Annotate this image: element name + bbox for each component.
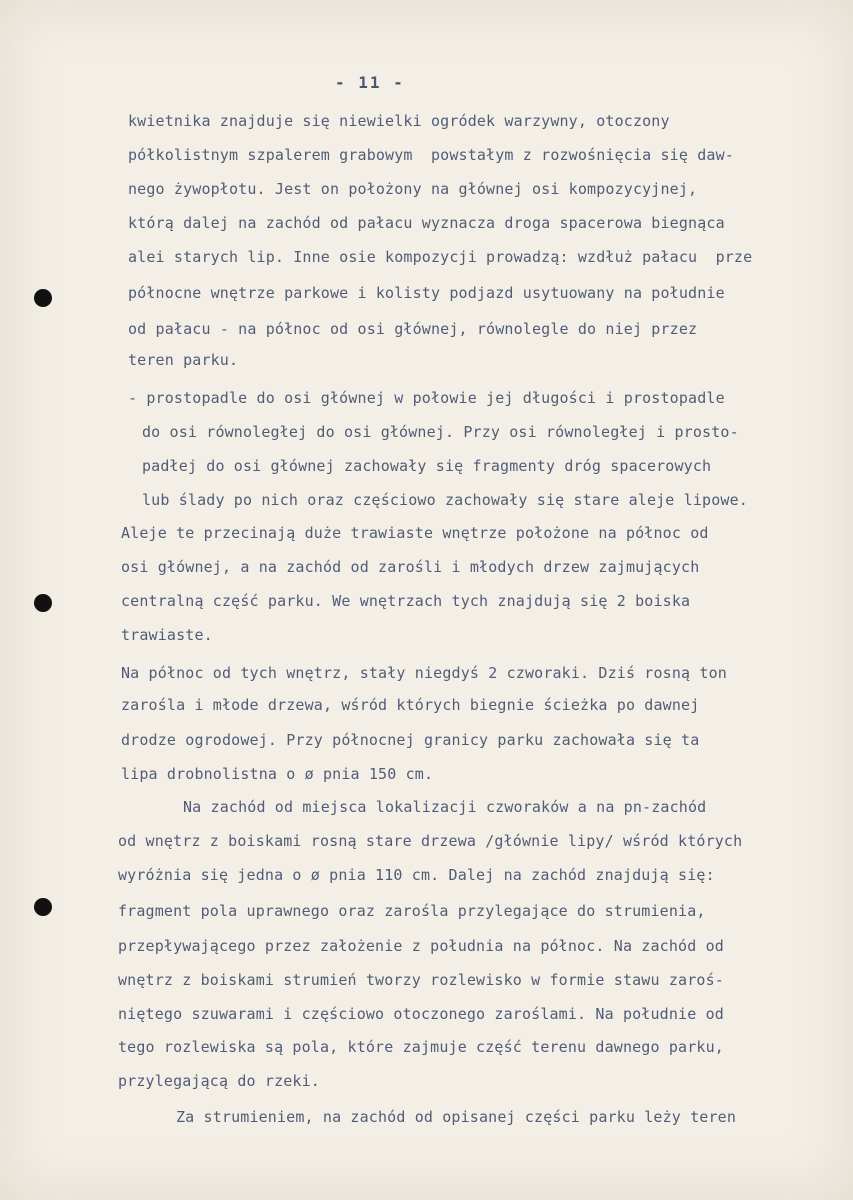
text-line: lipa drobnolistna o ø pnia 150 cm. (121, 765, 434, 783)
text-line: do osi równoległej do osi głównej. Przy osi równoległej i prosto- (142, 423, 739, 441)
punch-hole (34, 594, 52, 612)
text-line: centralną część parku. We wnętrzach tych znajdują się 2 boiska (121, 592, 691, 610)
page-number: - 11 - (335, 73, 405, 92)
text-line: Aleje te przecinają duże trawiaste wnętrze położone na północ od (121, 524, 709, 542)
text-line: Na północ od tych wnętrz, stały niegdyś 2 czworaki. Dziś rosną ton (121, 664, 727, 682)
text-line: półkolistnym szpalerem grabowym powstałym z rozwośnięcia się daw- (128, 146, 734, 164)
text-line: Za strumieniem, na zachód od opisanej części parku leży teren (176, 1108, 737, 1126)
text-line: fragment pola uprawnego oraz zarośla przylegające do strumienia, (118, 902, 706, 920)
text-line: którą dalej na zachód od pałacu wyznacza droga spacerowa biegnąca (128, 214, 725, 232)
text-line: lub ślady po nich oraz częściowo zachowały się stare aleje lipowe. (142, 491, 748, 509)
text-line: - prostopadle do osi głównej w połowie jej długości i prostopadle (128, 389, 725, 407)
text-line: od pałacu - na północ od osi głównej, równolegle do niej przez (128, 320, 698, 338)
text-line: osi głównej, a na zachód od zarośli i młodych drzew zajmujących (121, 558, 700, 576)
text-line: trawiaste. (121, 626, 213, 644)
text-line: zarośla i młode drzewa, wśród których biegnie ścieżka po dawnej (121, 696, 700, 714)
punch-hole (34, 898, 52, 916)
text-line: od wnętrz z boiskami rosną stare drzewa /głównie lipy/ wśród których (118, 832, 743, 850)
text-line: padłej do osi głównej zachowały się fragmenty dróg spacerowych (142, 457, 712, 475)
text-line: kwietnika znajduje się niewielki ogródek warzywny, otoczony (128, 112, 670, 130)
text-line: nego żywopłotu. Jest on położony na głównej osi kompozycyjnej, (128, 180, 698, 198)
text-line: niętego szuwarami i częściowo otoczonego zaroślami. Na południe od (118, 1005, 724, 1023)
text-line: wnętrz z boiskami strumień tworzy rozlewisko w formie stawu zaroś- (118, 971, 724, 989)
text-line: przepływającego przez założenie z południa na północ. Na zachód od (118, 937, 724, 955)
text-line: drodze ogrodowej. Przy północnej granicy parku zachowała się ta (121, 731, 700, 749)
text-line: teren parku. (128, 351, 239, 369)
text-line: alei starych lip. Inne osie kompozycji prowadzą: wzdłuż pałacu prze (128, 248, 753, 266)
punch-hole (34, 289, 52, 307)
text-line: północne wnętrze parkowe i kolisty podjazd usytuowany na południe (128, 284, 725, 302)
text-line: przylegającą do rzeki. (118, 1072, 320, 1090)
text-line: tego rozlewiska są pola, które zajmuje część terenu dawnego parku, (118, 1038, 724, 1056)
text-line: wyróżnia się jedna o ø pnia 110 cm. Dalej na zachód znajdują się: (118, 866, 715, 884)
text-line: Na zachód od miejsca lokalizacji czworaków a na pn-zachód (183, 798, 707, 816)
